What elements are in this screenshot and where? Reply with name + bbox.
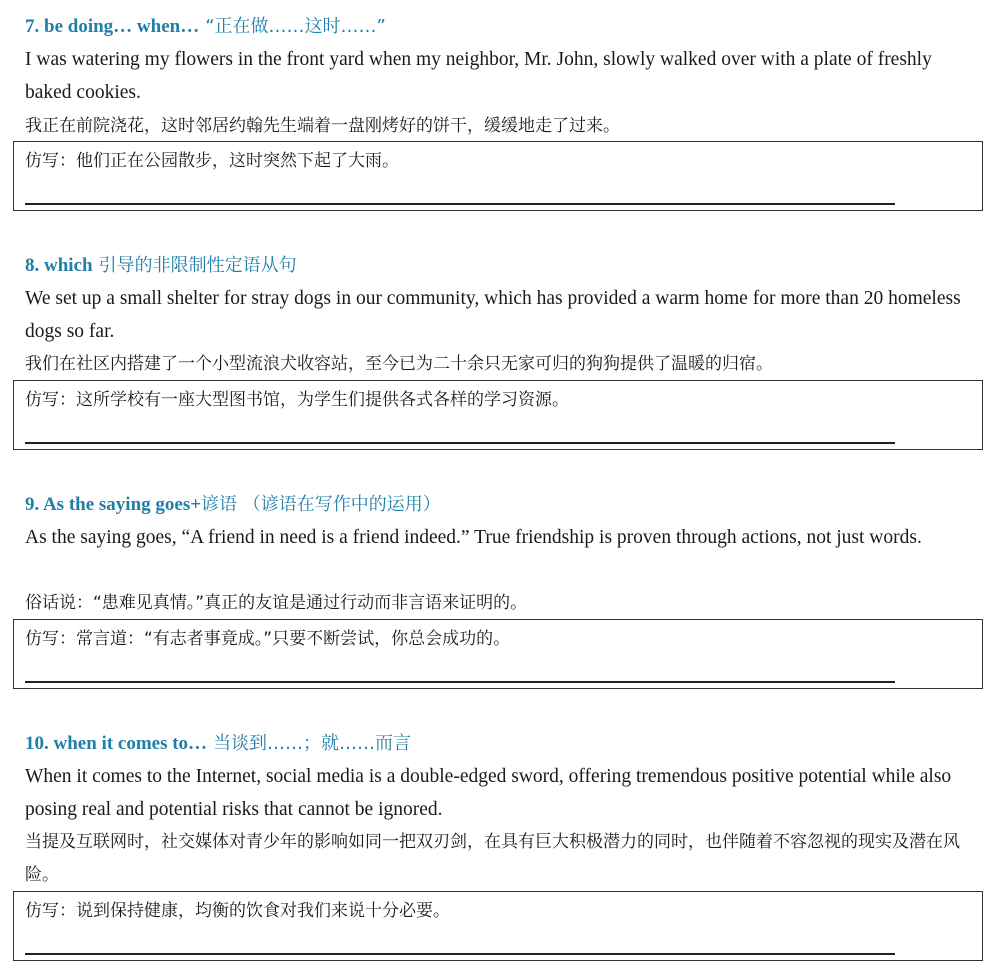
practice-prompt: 仿写：这所学校有一座大型图书馆，为学生们提供各式各样的学习资源。 [25, 390, 569, 410]
heading-english: 7. be doing… when… [25, 16, 200, 37]
answer-line[interactable] [25, 442, 895, 444]
practice-prompt: 仿写：说到保持健康，均衡的饮食对我们来说十分必要。 [25, 901, 450, 921]
heading-chinese: 当谈到……；就……而言 [213, 733, 412, 754]
practice-prompt: 仿写：他们正在公园散步，这时突然下起了大雨。 [25, 151, 399, 171]
section-heading [25, 251, 297, 277]
section-heading [25, 12, 386, 38]
answer-line[interactable] [25, 203, 895, 205]
answer-line[interactable] [25, 681, 895, 683]
example-english: When it comes to the Internet, social media is a double-edged sword, offering tremendous positive potential while also posing real and potential risks that cannot be ignored. [25, 766, 952, 820]
example-chinese: 当提及互联网时，社交媒体对青少年的影响如同一把双刃剑，在具有巨大积极潜力的同时，也伴随着不容忽视的现实及潜在风险。 [25, 832, 960, 885]
heading-chinese: 谚语 （谚语在写作中的运用） [201, 494, 441, 515]
heading-english: 8. which [25, 255, 93, 276]
practice-box[interactable] [13, 141, 983, 211]
heading-english: 9. As the saying goes+ [25, 494, 202, 515]
practice-box[interactable] [13, 891, 983, 961]
heading-chinese: 引导的非限制性定语从句 [98, 255, 297, 276]
example-english: We set up a small shelter for stray dogs in our community, which has provided a warm home for more than 20 homeless dogs so far. [25, 288, 961, 342]
example-english: I was watering my flowers in the front yard when my neighbor, Mr. John, slowly walked over with a plate of freshly baked cookies. [25, 49, 932, 103]
practice-prompt: 仿写：常言道：“有志者事竟成。”只要不断尝试，你总会成功的。 [25, 629, 511, 649]
section-heading [25, 490, 441, 516]
example-chinese: 我们在社区内搭建了一个小型流浪犬收容站，至今已为二十余只无家可归的狗狗提供了温暖的归宿。 [25, 354, 773, 374]
example-english: As the saying goes, “A friend in need is a friend indeed.” True friendship is proven through actions, not just words. [25, 527, 922, 548]
section-heading [25, 729, 411, 755]
heading-chinese: “正在做……这时……” [205, 16, 386, 37]
example-chinese: 我正在前院浇花，这时邻居约翰先生端着一盘刚烤好的饼干，缓缓地走了过来。 [25, 116, 620, 136]
example-chinese: 俗话说：“患难见真情。”真正的友谊是通过行动而非言语来证明的。 [25, 593, 528, 613]
heading-english: 10. when it comes to… [25, 733, 208, 754]
answer-line[interactable] [25, 953, 895, 955]
practice-box[interactable] [13, 619, 983, 689]
practice-box[interactable] [13, 380, 983, 450]
